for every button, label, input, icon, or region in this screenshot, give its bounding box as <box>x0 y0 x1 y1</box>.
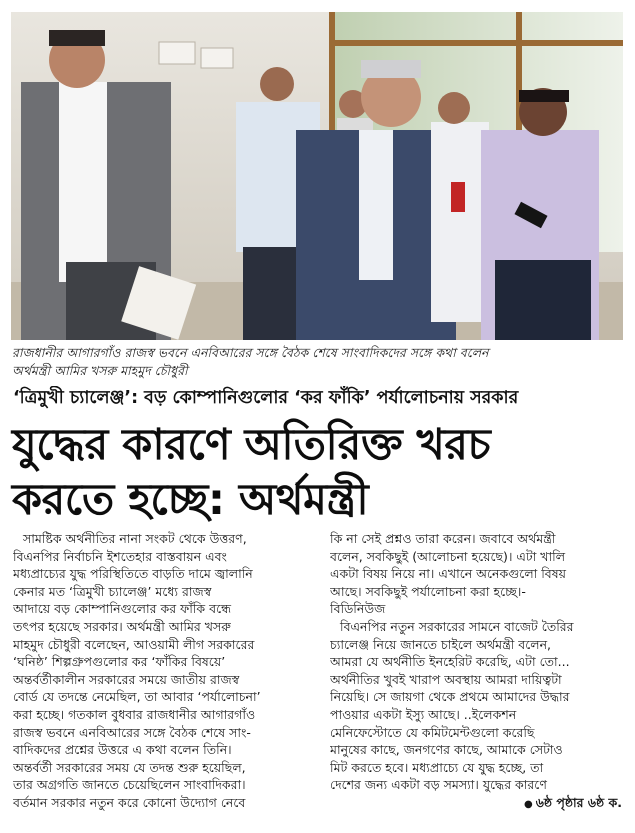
continued-on <box>330 794 622 814</box>
headline-line: করতে হচ্ছে: অর্থমন্ত্রী <box>12 475 369 525</box>
body-line: মধ্যপ্রাচ্যের যুদ্ধ পরিস্থিতিতে বাড়তি দামে জ্বালানি <box>13 566 253 582</box>
photo-caption <box>12 344 624 380</box>
body-line: একটা বিষয় নিয়ে না। এখানে অনেকগুলো বিষয় <box>330 566 567 582</box>
body-line: সামষ্টিক অর্থনীতির নানা সংকট থেকে উত্তরণ, <box>23 531 247 546</box>
body-line: বলেন, সবকিছুই (আলোচনা হয়েছে)। এটা খালি <box>330 548 566 564</box>
body-line: তৎপর হয়েছে সরকার। অর্থমন্ত্রী আমির খসরু <box>13 618 231 634</box>
main-headline <box>12 418 622 528</box>
body-line: মিট করতে হবে। মধ্যপ্রাচ্যে যে যুদ্ধ হচ্ছে, তা <box>330 759 544 775</box>
body-line: চ্যালেঞ্জ নিয়ে জানতে চাইলে অর্থমন্ত্রী বলেন, <box>330 636 552 652</box>
body-line: আমরা যে অর্থনীতি ইনহেরিট করেছি, এটা তো... <box>330 654 570 670</box>
body-line: বিএনপির নতুন সরকারের সামনে বাজেট তৈরির <box>340 618 574 634</box>
news-photo <box>11 12 623 340</box>
body-line: মেনিফেস্টোতে যে কমিটমেন্টগুলো করেছি <box>330 724 535 740</box>
body-line: মাহমুদ চৌধুরী বলেছেন, আওয়ামী লীগ সরকারের <box>13 636 255 652</box>
article-column-left <box>13 530 305 812</box>
body-line: নিয়েছি। সে জায়গা থেকে প্রথমে আমাদের উদ্ধার <box>330 689 570 705</box>
press-photo-image <box>11 12 623 340</box>
body-line: আছে। সবকিছুই পর্যালোচনা করা হচ্ছে।- <box>330 583 526 599</box>
body-line: বিডিনিউজ <box>330 601 386 617</box>
headline-line: যুদ্ধের কারণে অতিরিক্ত খরচ <box>12 420 491 470</box>
body-line: অর্থনীতির খুবই খারাপ অবস্থায় আমরা দায়িত্বটা <box>330 671 562 687</box>
body-line: বর্তমান সরকার নতুন করে কোনো উদ্যোগ নেবে <box>13 794 246 810</box>
body-line: অন্তর্বর্তীকালীন সরকারের সময়ে জাতীয় রাজস্ব <box>13 671 240 687</box>
body-line: কেনার মত ‘ত্রিমুখী চ্যালেঞ্জ’ মধ্যে রাজস্ব <box>13 583 212 599</box>
body-line: মানুষের কাছে, জনগণের কাছে, আমাকে সেটাও <box>330 742 563 758</box>
article-column-right <box>330 530 622 814</box>
kicker-headline: ‘ত্রিমুখী চ্যালেঞ্জ’: বড় কোম্পানিগুলোর ‘কর ফাঁকি’ পর্যালোচনায় সরকার <box>13 388 519 408</box>
continued-text: ৬ষ্ঠ পৃষ্ঠার ৬ষ্ঠ ক. <box>535 794 622 810</box>
body-line: রাজস্ব ভবনে এনবিআরের সঙ্গে বৈঠক শেষে সাং- <box>13 724 251 740</box>
body-line: ‘ঘনিষ্ঠ’ শিল্পগ্রুপগুলোর কর ‘ফাঁকির বিষয়ে’ <box>13 654 226 670</box>
body-line: তার অগ্রগতি জানতে চেয়েছিলেন সাংবাদিকরা। <box>13 777 246 793</box>
body-line: দেশের জন্য একটা বড় সমস্যা। যুদ্ধের কারণে <box>330 777 547 793</box>
body-line: করা হচ্ছে। গতকাল বুধবার রাজধানীর আগারগাঁও <box>13 706 256 722</box>
body-line: বিএনপির নির্বাচনি ইশতেহার বাস্তবায়ন এবং <box>13 548 227 564</box>
body-line: বোর্ড যে তদন্তে নেমেছিল, তা আবার ‘পর্যালোচনা’ <box>13 689 261 705</box>
bullet-icon: ● <box>524 798 533 810</box>
body-line: অন্তর্বর্তী সরকারের সময় যে তদন্ত শুরু হয়েছিল, <box>13 759 246 775</box>
body-line: পাওয়ার একটা ইস্যু আছে। ..ইলেকশন <box>330 706 517 722</box>
caption-line: অর্থমন্ত্রী আমির খসরু মাহমুদ চৌধুরী <box>12 363 188 378</box>
body-line: কি না সেই প্রশ্নও তারা করেন। জবাবে অর্থমন্ত্রী <box>330 531 556 546</box>
body-line: বাদিকদের প্রশ্নের উত্তরে এ কথা বলেন তিনি। <box>13 742 232 758</box>
body-line: আদায়ে বড় কোম্পানিগুলোর কর ফাঁকি বন্ধে <box>13 601 231 617</box>
caption-line: রাজধানীর আগারগাঁও রাজস্ব ভবনে এনবিআরের সঙ্গে বৈঠক শেষে সাংবাদিকদের সঙ্গে কথা বলেন <box>12 345 489 360</box>
